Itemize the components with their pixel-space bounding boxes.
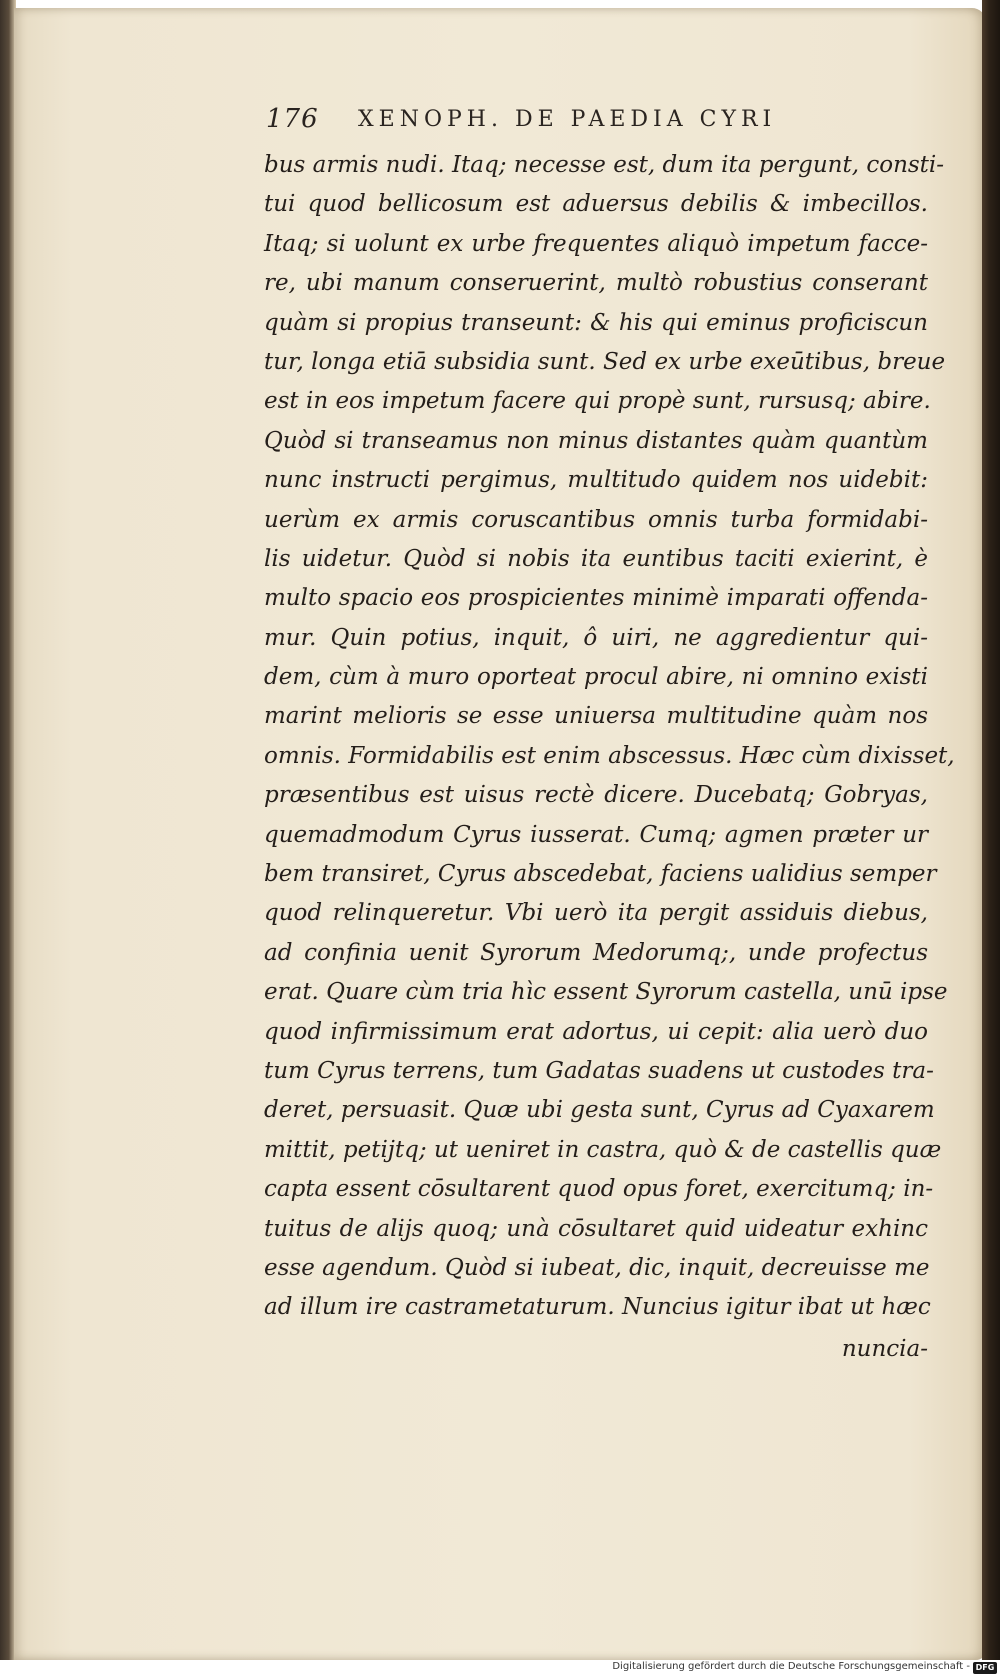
text-line: esse agendum. Quòd si iubeat, dic, inquit, decreuisse me (264, 1254, 930, 1281)
text-line: capta essent cōsultarent quod opus foret, exercitumq; in- (264, 1176, 934, 1203)
text-line: bus armis nudi. Itaq; necesse est, dum ita pergunt, consti- (264, 152, 945, 178)
text-line: quàm si propius transeunt: & his qui eminus proficiscun (264, 309, 928, 336)
text-line: mur. Quin potius, inquit, ô uiri, ne aggredientur qui- (264, 624, 928, 651)
text-line: tum Cyrus terrens, tum Gadatas suadens ut custodes tra- (264, 1057, 934, 1084)
text-line: ad illum ire castrametaturum. Nuncius igitur ibat ut hæc (264, 1294, 931, 1321)
text-line: omnis. Formidabilis est enim abscessus. Hæc cùm dixisset, (264, 742, 955, 769)
text-line: tui quod bellicosum est aduersus debilis & imbecillos. (264, 191, 928, 218)
funding-credit: Digitalisierung gefördert durch die Deutsche Forschungsgemeinschaft - (612, 1661, 970, 1672)
text-line: ad confinia uenit Syrorum Medorumq;, unde profectus (264, 939, 928, 966)
text-line: lis uidetur. Quòd si nobis ita euntibus taciti exierint, è (264, 545, 928, 572)
text-line: uerùm ex armis coruscantibus omnis turba formidabi- (264, 506, 928, 533)
text-line: tuitus de alijs quoq; unà cōsultaret quid uideatur exhinc (264, 1215, 928, 1242)
text-line: mittit, petijtq; ut ueniret in castra, quò & de castellis quæ (264, 1136, 942, 1163)
text-line: est in eos impetum facere qui propè sunt, rursusq; abire. (264, 388, 931, 415)
text-line: multo spacio eos prospicientes minimè imparati offenda- (264, 585, 928, 612)
book-cover-edge (982, 0, 1000, 1660)
text-line: Quòd si transeamus non minus distantes quàm quantùm (264, 427, 928, 454)
text-line: quod relinqueretur. Vbi uerò ita pergit assiduis diebus, (264, 900, 928, 927)
page-number: 176 (266, 104, 319, 134)
text-line: deret, persuasit. Quæ ubi gesta sunt, Cyrus ad Cyaxarem (264, 1097, 935, 1124)
catchword: nuncia- (841, 1336, 928, 1362)
dfg-logo: DFG (973, 1662, 997, 1674)
text-line: dem, cùm à muro oporteat procul abire, ni omnino existi (264, 664, 928, 691)
text-line: quod infirmissimum erat adortus, ui cepit: alia uerò duo (264, 1018, 928, 1045)
running-head (266, 104, 930, 140)
text-line: præsentibus est uisus rectè dicere. Ducebatq; Gobryas, (264, 782, 928, 809)
text-line: re, ubi manum conseruerint, multò robustius conserant (264, 270, 928, 297)
text-line: marint melioris se esse uniuersa multitudine quàm nos (264, 703, 928, 730)
text-line: quemadmodum Cyrus iusserat. Cumq; agmen præter ur (264, 821, 928, 848)
text-block (264, 146, 955, 1328)
text-line: erat. Quare cùm tria hìc essent Syrorum castella, unū ipse (264, 979, 948, 1006)
text-line: Itaq; si uolunt ex urbe frequentes aliquò impetum facce- (264, 230, 928, 257)
running-title: XENOPH. DE PAEDIA CYRI (358, 107, 777, 132)
text-line: bem transiret, Cyrus abscedebat, faciens ualidius semper (264, 861, 937, 888)
text-line: nunc instructi pergimus, multitudo quidem nos uidebit: (264, 467, 928, 494)
text-line: tur, longa etiā subsidia sunt. Sed ex urbe exeūtibus, breue (264, 348, 946, 375)
